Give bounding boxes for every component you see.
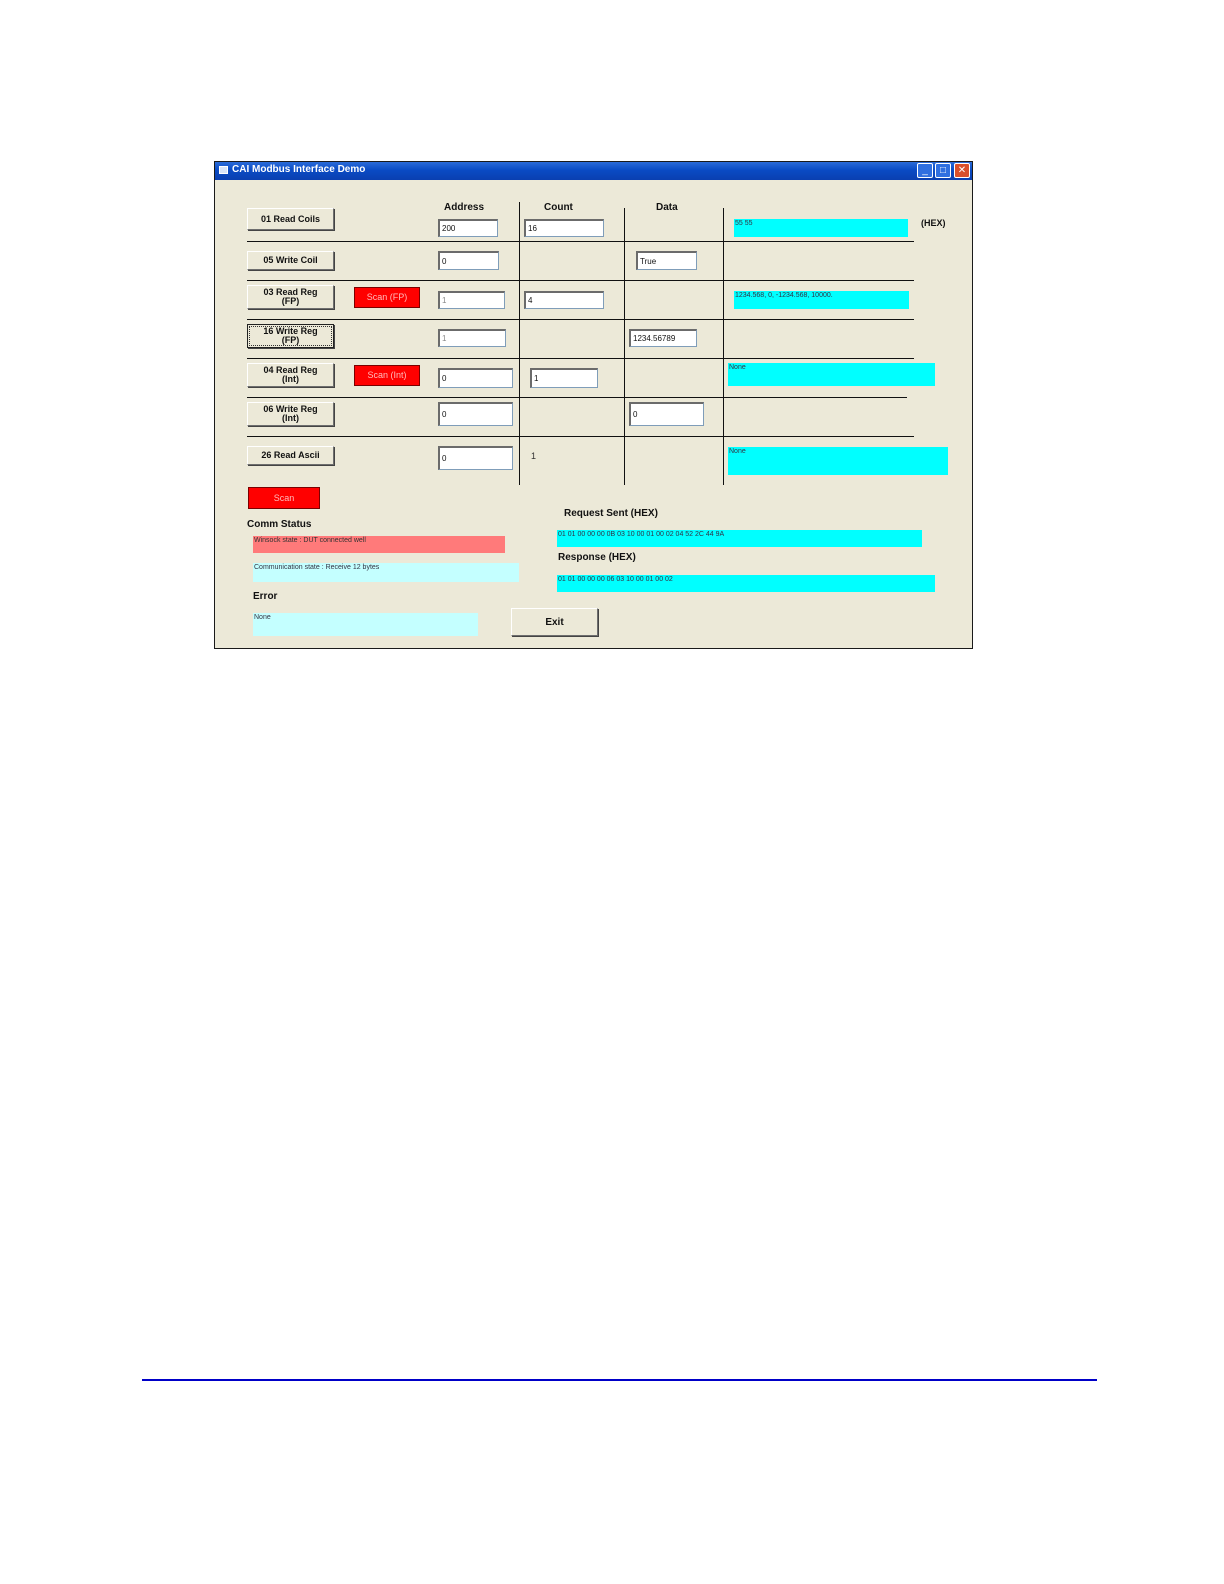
grid-divider <box>247 241 914 242</box>
response-heading: Response (HEX) <box>558 552 636 563</box>
grid-divider <box>247 358 914 359</box>
winsock-state: Winsock state : DUT connected well <box>253 536 505 553</box>
request-heading: Request Sent (HEX) <box>564 508 658 519</box>
response-value: 01 01 00 00 00 06 03 10 00 01 00 02 <box>557 575 935 592</box>
grid-divider <box>247 280 914 281</box>
write-coil-button[interactable]: 05 Write Coil <box>247 251 334 270</box>
read-ascii-button[interactable]: 26 Read Ascii <box>247 446 334 465</box>
close-icon[interactable]: ✕ <box>954 163 970 178</box>
write-reg-int-address-input[interactable] <box>438 402 513 426</box>
footer-rule <box>142 1379 1097 1381</box>
comm-status-heading: Comm Status <box>247 519 312 530</box>
read-reg-int-button[interactable] <box>247 363 334 387</box>
exit-button[interactable]: Exit <box>511 608 598 636</box>
app-window <box>214 161 973 649</box>
grid-divider <box>247 319 914 320</box>
read-coils-address-input[interactable] <box>438 219 498 237</box>
write-reg-fp-button[interactable] <box>247 324 334 348</box>
scan-int-button[interactable]: Scan (Int) <box>354 365 420 386</box>
write-reg-fp-label: 16 Write Reg (FP) <box>263 326 318 345</box>
read-ascii-count: 1 <box>531 451 537 461</box>
grid-divider <box>519 202 520 485</box>
read-ascii-address-input[interactable] <box>438 446 513 470</box>
request-value: 01 01 00 00 00 0B 03 10 00 01 00 02 04 52 2C 44 9A <box>557 530 922 547</box>
communication-state: Communication state : Receive 12 bytes <box>253 563 519 582</box>
grid-divider <box>247 436 914 437</box>
write-reg-fp-data-input[interactable] <box>629 329 697 347</box>
read-coils-count-input[interactable] <box>524 219 604 237</box>
error-heading: Error <box>253 591 278 602</box>
read-ascii-result: None <box>728 447 948 475</box>
scan-fp-button[interactable]: Scan (FP) <box>354 287 420 308</box>
read-coils-result: 55 55 <box>734 219 908 237</box>
write-reg-int-button[interactable] <box>247 402 334 426</box>
read-reg-int-count-input[interactable] <box>530 368 598 388</box>
read-coils-button[interactable]: 01 Read Coils <box>247 208 334 230</box>
write-coil-address-input[interactable] <box>438 251 499 270</box>
write-coil-data-input[interactable] <box>636 251 697 270</box>
grid-divider <box>723 208 724 485</box>
count-header: Count <box>544 202 573 213</box>
read-reg-int-address-input[interactable] <box>438 368 513 388</box>
read-reg-fp-count-input[interactable] <box>524 291 604 309</box>
app-icon <box>219 166 228 174</box>
title-bar[interactable] <box>215 162 972 180</box>
write-reg-int-label: 06 Write Reg (Int) <box>263 404 318 423</box>
hex-unit-label: (HEX) <box>921 218 946 228</box>
write-reg-int-data-input[interactable] <box>629 402 704 426</box>
read-reg-int-result: None <box>728 363 935 386</box>
grid-divider <box>624 208 625 485</box>
grid-divider <box>247 397 907 398</box>
address-header: Address <box>444 202 485 213</box>
read-reg-fp-result: 1234.568, 0, -1234.568, 10000. <box>734 291 909 309</box>
write-reg-fp-address-input[interactable] <box>438 329 506 347</box>
error-value: None <box>253 613 478 636</box>
scan-button[interactable]: Scan <box>248 487 320 509</box>
read-reg-fp-button[interactable] <box>247 285 334 309</box>
read-reg-fp-address-input[interactable] <box>438 291 505 309</box>
window-title: CAI Modbus Interface Demo <box>232 164 366 175</box>
data-header: Data <box>656 202 678 213</box>
read-reg-int-label: 04 Read Reg (Int) <box>263 365 318 384</box>
read-reg-fp-label: 03 Read Reg (FP) <box>263 287 318 306</box>
minimize-icon[interactable]: _ <box>917 163 933 178</box>
maximize-icon[interactable]: □ <box>935 163 951 178</box>
